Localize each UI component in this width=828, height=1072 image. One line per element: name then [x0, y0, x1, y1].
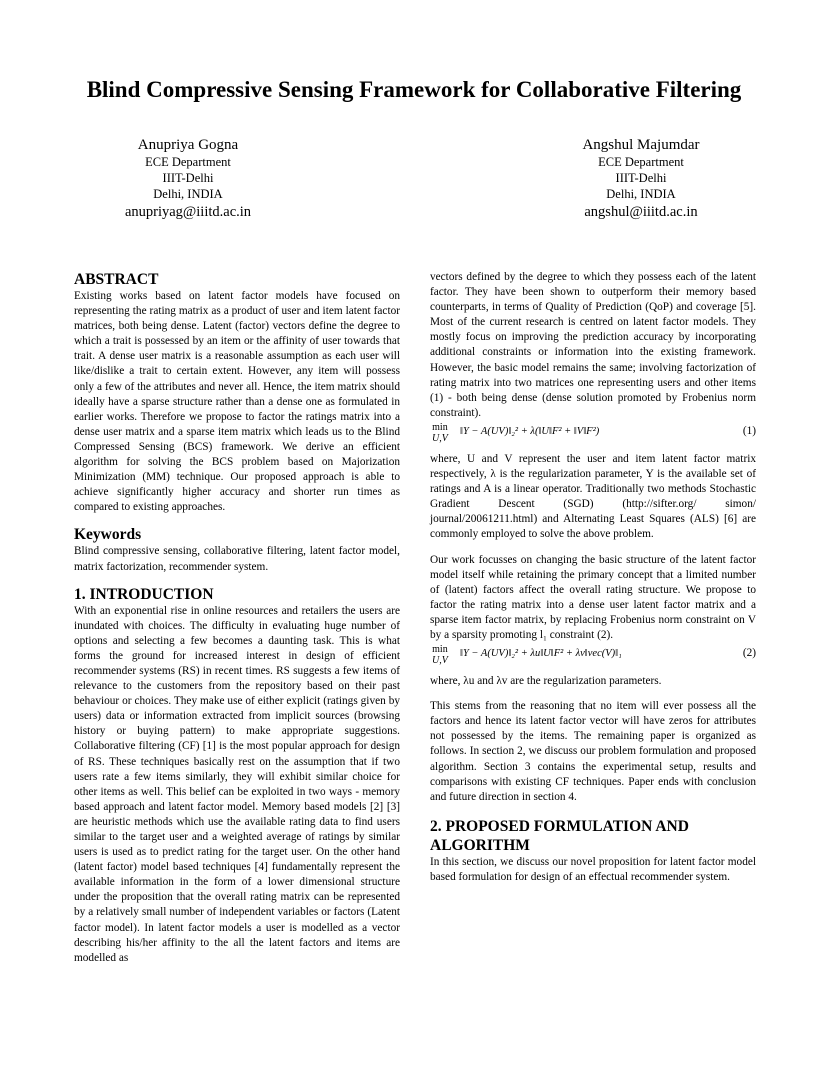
author-loc: Delhi, INDIA [606, 187, 676, 201]
organization-paragraph: This stems from the reasoning that no item will ever possess all the factors and hence its latent factor vector will have zeros for attributes not possessed by the items. The remaining paper is organized as follows. In section 2, we discuss our problem formulation and proposed algorithm. Section 3 contains the experimental setup, results and comparisons with existing CF techniques. Paper ends with conclusion and future direction in section 4. [430, 700, 756, 803]
author-inst: IIIT-Delhi [162, 171, 214, 185]
author-email: angshul@iiitd.ac.in [584, 204, 698, 220]
author-inst: IIIT-Delhi [615, 171, 667, 185]
author-dept: ECE Department [145, 155, 231, 169]
equation-number: (2) [742, 647, 756, 660]
equation-number: (1) [742, 424, 756, 437]
equation-expression: ‖Y − A(UV)‖₂² + λ(‖U‖F² + ‖V‖F²) [460, 425, 600, 437]
abstract-heading: ABSTRACT [74, 271, 159, 288]
section-2-text: In this section, we discuss our novel proposition for latent factor model based formulation for design of an effectual recommender system. [430, 855, 756, 883]
author-block-2 [511, 136, 771, 222]
right-column [430, 270, 756, 885]
equation-min-operator: min U,V [432, 644, 448, 667]
equation-expression: ‖Y − A(UV)‖₂² + λu‖U‖F² + λv‖vec(V)‖₁ [460, 648, 622, 660]
equation-2-explanation: where, λu and λv are the regularization parameters. [430, 675, 662, 688]
author-email: anupriyag@iiitd.ac.in [124, 204, 252, 220]
section-2-heading: 2. PROPOSED FORMULATION AND ALGORITHM [430, 817, 689, 854]
author-name: Anupriya Gogna [137, 137, 239, 153]
introduction-paragraph-continued: vectors defined by the degree to which they possess each of the latent factor. They have been shown to outperform their memory based counterparts, in terms of Quality of Prediction (QoP) and coverage [5]. Most of the current research is centred on latent factor models. They mostly focus on improving the prediction accuracy by incorporating additional constraints or information into the existing framework. However, the basic model remains the same; involving factorization of rating matrix into two matrices one representing users and other items (1) - both being dense (dense solution promoted by Frobenius norm constraint). [430, 271, 756, 419]
keywords-text: Blind compressive sensing, collaborative filtering, latent factor model, matrix factorization, recommender system. [74, 545, 400, 573]
proposal-paragraph: Our work focusses on changing the basic structure of the latent factor model itself while retaining the primary concept that a limited number of (latent) factors affect the overall rating structure. We propose to factor the rating matrix into a dense user latent factor matrix and a sparse item factor matrix, by replacing Frobenius norm constraint on V by a sparsity promoting l₁ constraint (2). [430, 553, 756, 641]
introduction-heading: 1. INTRODUCTION [74, 585, 214, 603]
paper-title: Blind Compressive Sensing Framework for Collaborative Filtering [86, 77, 742, 102]
equation-2 [430, 644, 756, 670]
author-block-1 [58, 136, 318, 222]
left-column [74, 270, 400, 966]
introduction-paragraph: With an exponential rise in online resources and retailers the users are inundated with choices. The difficulty in evaluating huge number of options and selecting a few becomes a daunting task. This is what forms the ground for increased interest in design of efficient recommender systems (RS) in recent times. RS suggests a few items of relevance to the customers from the repository based on their past behaviour or choices. They make use of either explicit (ratings given by users) data or information extracted from implicit sources (browsing history or buying pattern) to make appropriate suggestions. Collaborative filtering (CF) [1] is the most popular approach for design of RS. These techniques basically rest on the assumption that if two users rate a few items similarly, they will exhibit similar choice for other items as well. This belief can be exploited in two ways - memory based approach and latent factor model. Memory based models [2] [3] are heuristic methods which use the available rating data to find users similar to the target user and a weighted average of ratings by similar users is used as to predict rating for the target user. On the other hand (latent factor) model based techniques [4] fundamentally represent the available information in the form of a lower dimensional structure under the proposition that the overall rating matrix can be represented by a relatively small number of independent variables or factors (Latent factor model). In latent factor models a user is modelled as a vector describing his/her affinity to the all the latent factors and items are modelled as [74, 604, 400, 964]
author-loc: Delhi, INDIA [153, 187, 223, 201]
author-name: Angshul Majumdar [582, 137, 700, 153]
equation-1 [430, 422, 756, 448]
author-dept: ECE Department [598, 155, 684, 169]
abstract-text: Existing works based on latent factor models have focused on representing the rating matrix as a product of user and item latent factor matrices, both being dense. Latent (factor) vectors define the degree to which a trait is possessed by an item or the affinity of user towards that trait. A dense user matrix is a reasonable assumption as each user will like/dislike a trait to certain extent. However, any item will possess only a few of the attributes and never all. Hence, the item matrix should ideally have a sparse structure rather than a dense one as formulated in earlier works. Therefore we propose to factor the ratings matrix into a dense user matrix and a sparse item matrix which leads us to the Blind Compressed Sensing (BCS) framework. We derive an efficient algorithm for solving the BCS problem based on Majorization Minimization (MM) technique. Our proposed approach is able to achieve significantly higher accuracy and shorter run times as compared to existing approaches. [74, 290, 400, 514]
equation-min-operator: min U,V [432, 421, 448, 444]
keywords-heading: Keywords [74, 526, 142, 544]
equation-1-explanation: where, U and V represent the user and item latent factor matrix respectively, λ is the regularization parameter, Y is the available set of ratings and A is a linear operator. Traditionally two methods Stochastic Gradient Descent (SGD) (http://sifter.org/ simon/ journal/20061211.html) and Alternating Least Squares (ALS) [6] are commonly employed to solve the above problem. [430, 452, 756, 541]
